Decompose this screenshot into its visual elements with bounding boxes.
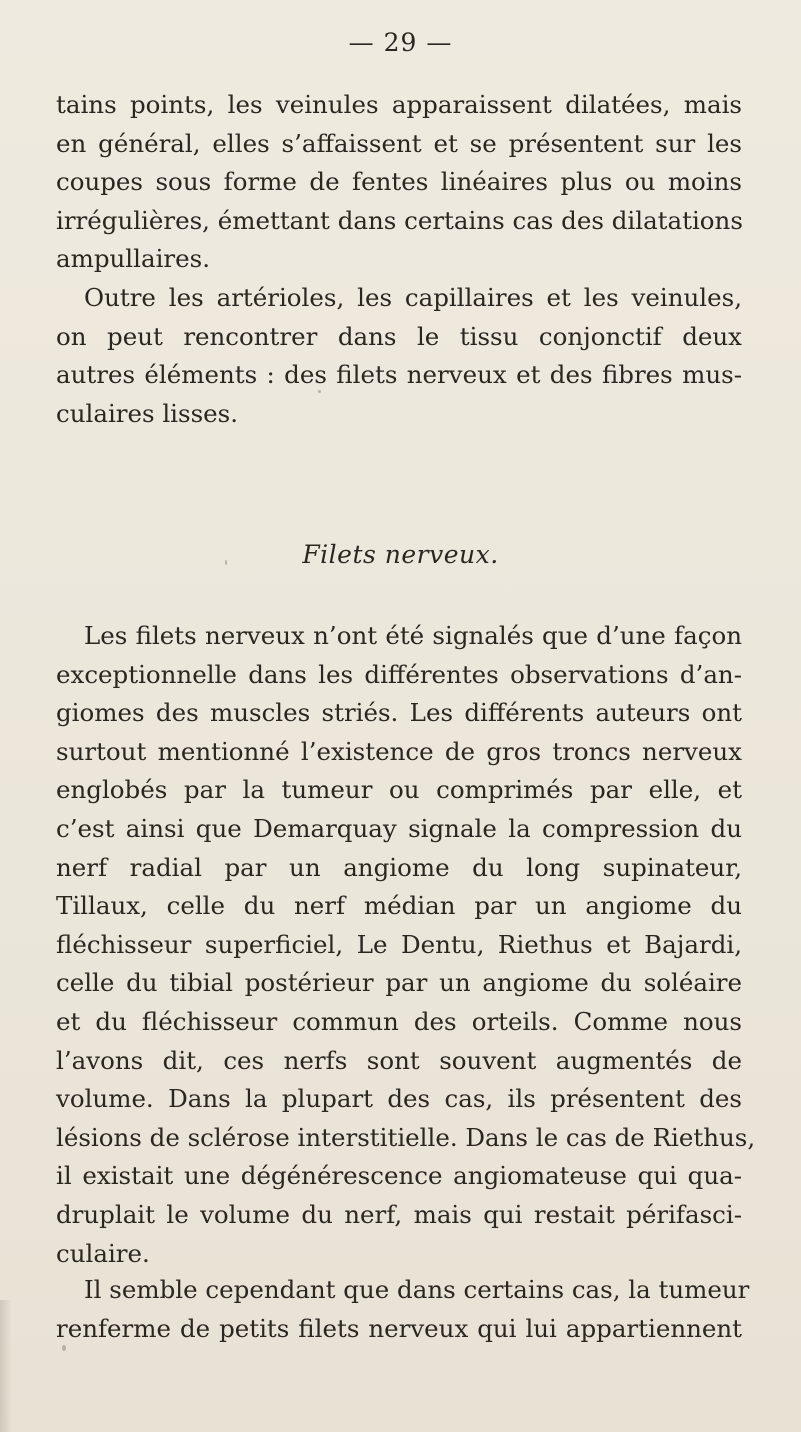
paragraph-2 (56, 279, 742, 433)
text-line: Outre les artérioles, les capillaires et les veinules, (84, 283, 742, 312)
paper-speck (62, 1345, 66, 1351)
text-line: irrégulières, émettant dans certains cas des dilatations (56, 205, 743, 235)
text-line: volume. Dans la plupart des cas, ils présentent des (56, 1084, 742, 1114)
paper-speck (225, 560, 227, 565)
paragraph-1 (56, 86, 742, 279)
text-line: Il semble cependant que dans certains cas, la tumeur (84, 1275, 750, 1304)
text-line: en général, elles s’affaissent et se présentent sur les (56, 128, 742, 158)
paragraph-3 (56, 617, 756, 1273)
text-line: englobés par la tumeur ou comprimés par elle, et (56, 775, 742, 805)
text-line: nerf radial par un angiome du long supinateur, (56, 852, 742, 882)
text-line: l’avons dit, ces nerfs sont souvent augmentés de (56, 1045, 742, 1075)
text-line: Tillaux, celle du nerf médian par un angiome du (56, 891, 742, 921)
text-line: c’est ainsi que Demarquay signale la compression du (56, 813, 742, 843)
text-line: lésions de sclérose interstitielle. Dans le cas de Riethus, (56, 1122, 756, 1152)
text-line: surtout mentionné l’existence de gros troncs nerveux (56, 736, 742, 766)
text-line: et du fléchisseur commun des orteils. Comme nous (56, 1006, 742, 1036)
text-line: ampullaires. (56, 244, 210, 274)
text-line: autres éléments : des filets nerveux et des fibres mus- (56, 360, 742, 390)
paragraph-4 (56, 1271, 750, 1348)
text-line: coupes sous forme de fentes linéaires plus ou moins (56, 167, 742, 197)
text-line: celle du tibial postérieur par un angiome du soléaire (56, 968, 742, 998)
text-line: Les filets nerveux n’ont été signalés que d’une façon (84, 621, 742, 650)
text-line: culaires lisses. (56, 398, 239, 428)
text-line: druplait le volume du nerf, mais qui restait périfasci- (56, 1199, 742, 1229)
text-line: exceptionnelle dans les différentes observations d’an- (56, 659, 742, 689)
page-number: — 29 — (348, 28, 453, 57)
page-edge-shadow (0, 1300, 12, 1432)
text-line: on peut rencontrer dans le tissu conjonctif deux (56, 321, 742, 351)
text-line: tains points, les veinules apparaissent dilatées, mais (56, 90, 742, 119)
text-line: fléchisseur superficiel, Le Dentu, Riethus et Bajardi, (56, 929, 742, 959)
text-line: il existait une dégénérescence angiomateuse qui qua- (56, 1161, 742, 1191)
paper-speck (318, 390, 321, 393)
section-heading: Filets nerveux. (302, 540, 499, 569)
text-line: renferme de petits filets nerveux qui lui appartiennent (56, 1313, 742, 1343)
text-line: culaire. (56, 1238, 150, 1268)
text-line: giomes des muscles striés. Les différents auteurs ont (56, 698, 742, 728)
